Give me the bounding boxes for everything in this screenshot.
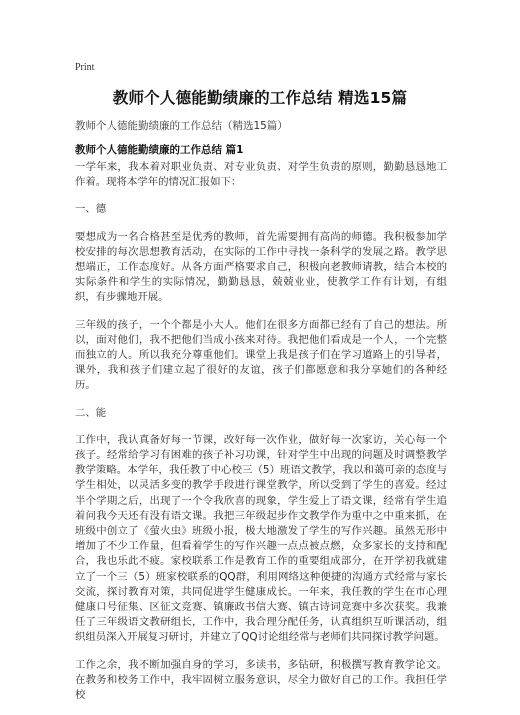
heading-neng: 二、能: [75, 406, 107, 419]
paragraph-de-1: 要想成为一名合格甚至是优秀的教师，首先需要拥有高尚的师德。我积极参加学校安排的每次思想教育活动，在实际的工作中寻找一条科学的发展之路。教学思想端正，工作态度好。从各方面严格要求自己，积极向老教师请教，结合本校的实际条件和学生的实际情况，勤勤恳恳，兢兢业业，使教学工作有计划，有组织，有步骤地开展。: [75, 230, 447, 304]
section-heading: 教师个人德能勤绩廉的工作总结 篇1: [75, 144, 244, 156]
paragraph-de-2: 三年级的孩子，一个个都是小大人。他们在很多方面都已经有了自己的想法。所以，面对他们，我不把他们当成小孩来对待。我把他们看成是一个人，一个完整而独立的人。所以我充分尊重他们。课堂上我是孩子们在学习道路上的引导者，课外，我和孩子们建立起了很好的友谊，孩子们都愿意和我分享她们的各种经历。: [75, 318, 447, 392]
intro-paragraph: 一学年来，我本着对职业负责、对专业负责、对学生负责的原则，勤勤恳恳地工作着。现将本学年的情况汇报如下：: [75, 161, 447, 189]
document-title: 教师个人德能勤绩廉的工作总结 精选15篇: [112, 89, 408, 107]
heading-de: 一、德: [75, 203, 107, 216]
print-link[interactable]: Print: [75, 62, 95, 73]
document-subtitle: 教师个人德能勤绩廉的工作总结（精选15篇）: [75, 120, 288, 132]
paragraph-neng-2: 工作之余，我不断加强自身的学习，多读书，多钻研，积极撰写教育教学论文。在教务和校务工作中，我牢固树立服务意识，尽全力做好自己的工作。我担任学校: [75, 658, 447, 702]
document-body: [75, 160, 447, 715]
paragraph-neng-1: 工作中，我认真备好每一节课，改好每一次作业，做好每一次家访，关心每一个孩子。经常给学习有困难的孩子补习功课，针对学生中出现的问题及时调整教学教学策略。本学年，我任教了中心校三（5）班语文教学，我以和蔼可亲的态度与学生相处，以灵活多变的教学手段进行课堂教学，所以受到了学生的喜爱。经过半个学期之后，出现了一个令我欣喜的现象，学生爱上了语文课，经常有学生追着问我今天还有没有语文课。我把三年级起步作文教学作为重中之中重来抓，在班级中创立了《萤火虫》班级小报，极大地激发了学生的写作兴趣。虽然无形中增加了不少工作量，但看着学生的写作兴趣一点点被点燃，众多家长的支持和配合，我也乐此不疲。家校联系工作是教育工作的重要组成部分，在开学初我就建立了一个三（5）班家校联系的QQ群，利用网络这种便捷的沟通方式经常与家长交流，探讨教育对策，共同促进学生健康成长。一年来，我任教的学生在市心理健康口号征集、区征文竞赛、镇廉政书信大赛、镇古诗词竞赛中多次获奖。我兼任了三年级语文教研组长，工作中，我合理分配任务，认真组织互听课活动，组织组员深入开展复习研讨，并建立了QQ讨论组经常与老师们共同探讨教学问题。: [75, 433, 447, 644]
